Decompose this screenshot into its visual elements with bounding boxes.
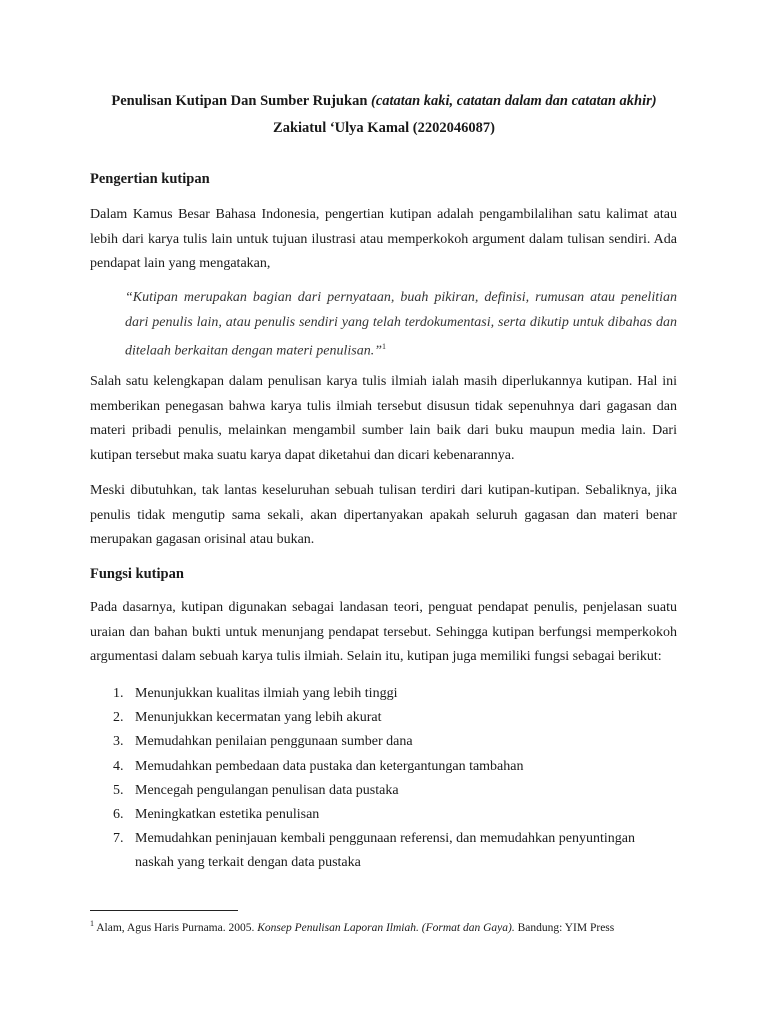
footnote-number: 1 [90,919,94,928]
title-main: Penulisan Kutipan Dan Sumber Rujukan [111,93,372,109]
list-number: 4. [113,758,124,774]
list-item [90,779,677,803]
list-text: Meningkatkan estetika penulisan [135,807,320,823]
function-list [90,682,677,876]
quote-text: “Kutipan merupakan bagian dari pernyataan, buah pikiran, definisi, rumusan atau penelitian dari penulis lain, atau penulis sendiri yang telah terdokumentasi, serta dikutip untuk dibahas dan ditelaah berkaitan dengan materi penulisan.” [125,290,677,359]
list-text: Memudahkan penilaian penggunaan sumber dana [135,734,413,750]
footnote-ref: 1 [382,342,387,351]
list-text: Memudahkan peninjauan kembali penggunaan referensi, dan memudahkan penyuntingan naskah yang terkait dengan data pustaka [135,831,635,871]
list-text: Menunjukkan kualitas ilmiah yang lebih tinggi [135,686,398,701]
paragraph-3: Meski dibutuhkan, tak lantas keseluruhan sebuah tulisan terdiri dari kutipan-kutipan. Sebaliknya, jika penulis tidak mengutip sama sekali, akan dipertanyakan apakah seluruh gagasan dan materi benar merupakan gagasan orisinal atau bukan. [90,483,677,547]
list-item [90,730,677,754]
footnote-title: Konsep Penulisan Laporan Ilmiah. (Format dan Gaya). [257,921,515,934]
list-number: 6. [113,807,124,823]
list-number: 2. [113,710,124,726]
footnote [90,916,710,936]
heading-fungsi: Fungsi kutipan [90,566,184,582]
footnote-author: Alam, Agus Haris Purnama. 2005. [94,921,258,934]
list-text: Memudahkan pembedaan data pustaka dan ketergantungan tambahan [135,758,524,774]
list-item [90,682,677,706]
footnote-divider [90,910,238,911]
paragraph-1: Dalam Kamus Besar Bahasa Indonesia, pengertian kutipan adalah pengambilalihan satu kalimat atau lebih dari karya tulis lain untuk tujuan ilustrasi atau memperkokoh argument dalam tulisan sendiri. Ada pendapat lain yang mengatakan, [90,207,677,271]
author-line: Zakiatul ‘Ulya Kamal (2202046087) [273,120,495,136]
list-text: Mencegah pengulangan penulisan data pustaka [135,782,399,798]
paragraph-4: Pada dasarnya, kutipan digunakan sebagai landasan teori, penguat pendapat penulis, penjelasan suatu uraian dan bahan bukti untuk menunjang pendapat tersebut. Sehingga kutipan berfungsi memperkokoh argumentasi dalam sebuah karya tulis ilmiah. Selain itu, kutipan juga memiliki fungsi sebagai berikut: [90,600,677,664]
list-item [90,803,677,827]
list-item [90,706,677,730]
list-number: 7. [113,831,124,847]
list-number: 1. [113,686,124,701]
block-quote [125,286,677,364]
title-subtitle: (catatan kaki, catatan dalam dan catatan akhir) [371,93,657,109]
list-item [90,755,677,779]
list-number: 5. [113,782,124,798]
list-item [90,827,677,875]
list-number: 3. [113,734,124,750]
paragraph-2: Salah satu kelengkapan dalam penulisan karya tulis ilmiah ialah masih diperlukannya kutipan. Hal ini memberikan penegasan bahwa karya tulis ilmiah tersebut disusun tidak sepenuhnya dari gagasan dan materi pribadi penulis, melainkan mengambil sumber lain baik dari buku maupun media lain. Dari kutipan tersebut maka suatu karya dapat diketahui dan dicari kebenarannya. [90,374,677,463]
footnote-publisher: Bandung: YIM Press [514,921,615,934]
heading-pengertian: Pengertian kutipan [90,171,210,187]
document-title [0,93,768,110]
list-text: Menunjukkan kecermatan yang lebih akurat [135,710,382,726]
